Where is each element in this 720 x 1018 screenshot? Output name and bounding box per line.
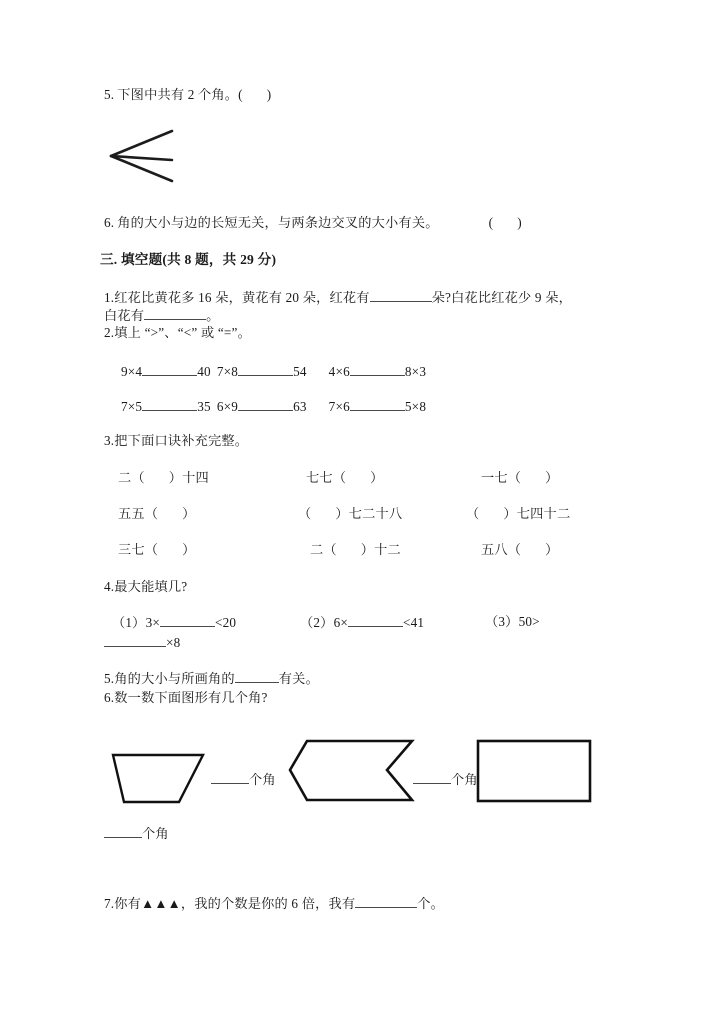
q2-r1-c1-right: 40	[197, 364, 211, 379]
q2-r1-c1-left: 9×4	[121, 364, 143, 379]
q3-r2c1-post: ）	[182, 506, 196, 521]
trapezoid-outline	[113, 755, 203, 802]
q6-judge-paren-open: (	[488, 215, 494, 230]
chevron-answer-label: 个角	[451, 772, 478, 787]
q1-text-a: 红花比黄花多 16 朵，黄花有 20 朵，红花有	[114, 290, 370, 305]
question-4-prompt	[104, 578, 187, 596]
q2-r2-c1-blank[interactable]	[142, 397, 197, 411]
q3-r1c1-pre: 二（	[118, 470, 145, 485]
rectangle-answer-label: 个角	[142, 826, 169, 841]
q1-text-d: 。	[206, 308, 220, 323]
question-3-row-2-col-3	[466, 505, 570, 523]
q7-text-b: 个。	[417, 896, 445, 911]
question-1-line-1	[104, 288, 572, 307]
q5-fill-text-a: 角的大小与所画角的	[114, 671, 235, 686]
q1-blank-2[interactable]	[144, 306, 206, 320]
q3-r1c3-post: ）	[545, 470, 559, 485]
q5-judge-paren-close: )	[266, 87, 272, 102]
q5-fill-text-b: 有关。	[278, 671, 319, 686]
q3-r1c2-pre: 七七（	[306, 470, 347, 485]
chevron-outline	[290, 741, 412, 800]
q2-number: 2.	[104, 325, 115, 340]
rectangle-outline	[478, 741, 590, 801]
q1-number: 1.	[104, 290, 115, 305]
q4-sub2-pre: （2）6×	[300, 615, 348, 630]
question-5-fill	[104, 669, 319, 688]
chevron-answer-line	[413, 770, 478, 789]
trapezoid-shape	[108, 748, 210, 810]
q3-r2c3-pre: （	[466, 506, 480, 521]
question-3-row-2-col-2	[298, 505, 402, 523]
question-3-prompt	[104, 432, 248, 450]
q2-r1-c3-blank[interactable]	[350, 362, 405, 376]
q4-sub1-blank[interactable]	[160, 613, 215, 627]
q6-judge-text: 角的大小与边的长短无关，与两条边交叉的大小有关。	[117, 215, 439, 230]
q5-judge-number: 5.	[104, 87, 115, 102]
q3-r1c2-post: ）	[370, 470, 384, 485]
rectangle-shape	[474, 736, 598, 808]
chevron-answer-blank[interactable]	[413, 770, 451, 784]
q5-judge-text: 下图中共有 2 个角。(	[117, 87, 243, 102]
q4-sub2-post: <41	[403, 615, 425, 630]
question-7-fill	[104, 894, 444, 913]
question-3-row-1-col-1	[118, 469, 209, 487]
q3-r3c1-pre: 三七（	[118, 542, 159, 557]
three-ray-angle-figure	[104, 124, 214, 188]
q4-sub1-pre: （1）3×	[112, 615, 160, 630]
q2-r2-c3-left: 7×6	[328, 399, 350, 414]
q4-text: 最大能填几?	[114, 579, 188, 594]
question-6-fill	[104, 689, 268, 707]
q4-number: 4.	[104, 579, 115, 594]
q3-r3c2-pre: 二（	[310, 542, 337, 557]
q1-text-b: 朵?白花比红花少 9 朵，	[431, 290, 572, 305]
rectangle-answer-line	[104, 824, 169, 843]
q3-r3c2-post: ）十二	[360, 542, 401, 557]
q4-sub3-pre: （3）50>	[485, 614, 540, 629]
q3-r1c1-post: ）十四	[168, 470, 209, 485]
question-2-prompt	[104, 324, 251, 342]
q2-r1-c3-right: 8×3	[404, 364, 427, 379]
q2-r1-c2-right: 54	[293, 364, 307, 379]
q3-text: 把下面口诀补充完整。	[114, 433, 249, 448]
q2-r2-c3-right: 5×8	[404, 399, 427, 414]
q3-r3c1-post: ）	[182, 542, 196, 557]
q2-r2-c3-blank[interactable]	[350, 397, 405, 411]
q1-text-c: 白花有	[104, 308, 145, 323]
trapezoid-answer-label: 个角	[249, 772, 276, 787]
chevron-arrow-shape	[286, 736, 418, 808]
rectangle-answer-blank[interactable]	[104, 824, 142, 838]
q4-sub1-post: <20	[215, 615, 237, 630]
question-3-row-2-col-1	[118, 505, 196, 523]
question-2-row-2	[121, 397, 426, 416]
question-4-sub-2	[300, 613, 424, 632]
q2-text: 填上 “>”、“<” 或 “=”。	[114, 325, 251, 340]
question-4-sub-1	[112, 613, 236, 632]
q2-r2-c1-right: 35	[197, 399, 211, 414]
q2-r1-c3-left: 4×6	[328, 364, 350, 379]
q6-judge-number: 6.	[104, 215, 115, 230]
q2-r2-c2-right: 63	[293, 399, 307, 414]
q6-fill-number: 6.	[104, 690, 115, 705]
question-6-judgement	[104, 214, 522, 232]
trapezoid-answer-line	[211, 770, 276, 789]
q7-blank[interactable]	[355, 894, 417, 908]
q5-fill-number: 5.	[104, 671, 115, 686]
q7-number: 7.	[104, 896, 115, 911]
question-3-row-1-col-3	[481, 469, 559, 487]
question-4-sub-3-head	[485, 613, 540, 631]
q2-r1-c1-blank[interactable]	[142, 362, 197, 376]
q3-r3c3-post: ）	[545, 542, 559, 557]
q3-r2c1-pre: 五五（	[118, 506, 159, 521]
q5-fill-blank[interactable]	[235, 669, 279, 683]
q3-r2c2-post: ）七二十八	[335, 506, 403, 521]
q2-r1-c2-blank[interactable]	[238, 362, 293, 376]
q2-r1-c2-left: 7×8	[216, 364, 239, 379]
q3-r1c3-pre: 一七（	[481, 470, 522, 485]
q4-sub3-blank[interactable]	[104, 633, 166, 647]
question-3-row-3-col-3	[481, 541, 559, 559]
q6-judge-paren-close: )	[517, 215, 522, 230]
q3-r2c2-pre: （	[298, 506, 312, 521]
q3-number: 3.	[104, 433, 115, 448]
question-2-row-1	[121, 362, 426, 381]
question-3-row-3-col-1	[118, 541, 196, 559]
question-1-line-2	[104, 306, 220, 325]
q2-r2-c2-blank[interactable]	[238, 397, 293, 411]
q4-sub2-blank[interactable]	[348, 613, 403, 627]
question-5-judgement	[104, 86, 271, 104]
question-3-row-1-col-2	[306, 469, 384, 487]
q4-sub3-post: ×8	[166, 635, 181, 650]
q2-r2-c1-left: 7×5	[121, 399, 143, 414]
section-heading-fill-in-blanks: 三. 填空题(共 8 题，共 29 分)	[100, 252, 277, 267]
q1-blank-1[interactable]	[370, 288, 432, 302]
q7-text-a: 你有▲▲▲，我的个数是你的 6 倍，我有	[114, 896, 356, 911]
question-4-sub-3-tail	[104, 633, 180, 652]
q2-r2-c2-left: 6×9	[216, 399, 239, 414]
question-3-row-3-col-2	[310, 541, 401, 559]
angle-ray-upper	[111, 131, 172, 156]
q6-fill-text: 数一数下面图形有几个角?	[114, 690, 268, 705]
q3-r3c3-pre: 五八（	[481, 542, 522, 557]
trapezoid-answer-blank[interactable]	[211, 770, 249, 784]
q3-r2c3-post: ）七四十二	[503, 506, 571, 521]
